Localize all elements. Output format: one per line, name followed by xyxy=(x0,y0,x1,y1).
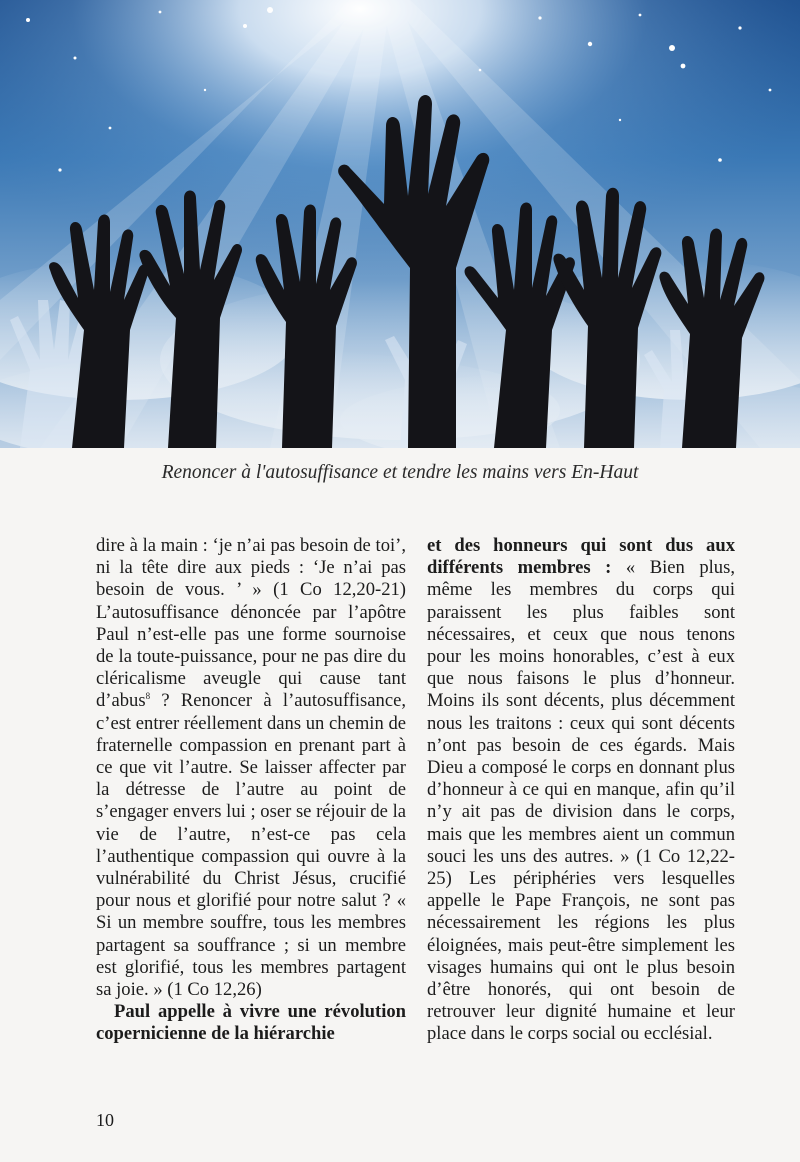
page-number: 10 xyxy=(96,1110,114,1130)
left-column xyxy=(96,535,406,1046)
right-paragraph: et des honneurs qui sont dus aux différents membres : « Bien plus, même les membres du corps qui paraissent les plus faibles sont nécessaires, et ceux que nous tenons pour les moins honorables, c’est à eux que nous faisons le plus d’honneur. Moins ils sont décents, plus décemment nous les traitons : ceux qui sont décents n’ont pas besoin de ces égards. Mais Dieu a composé le corps en donnant plus d’honneur à ce qui en manque, afin qu’il n’y ait pas de division dans le corps, mais que les membres aient un commun souci les uns des autres. » (1 Co 12,22-25) Les périphéries vers lesquelles appelle le Pape François, ne sont pas nécessairement les régions les plus éloignées, mais peut-être simplement les visages humains qui ont le plus besoin d’être honorés, qui ont besoin de retrouver leur dignité humaine et leur place dans le corps social ou ecclésial. xyxy=(427,535,735,1045)
figure-caption: Renoncer à l'autosuffisance et tendre les mains vers En-Haut xyxy=(161,462,639,483)
right-column xyxy=(427,535,735,1046)
left-paragraph-1: dire à la main : ‘je n’ai pas besoin de toi’, ni la tête dire aux pieds : ‘Je n’ai pas besoin de vous. ’ » (1 Co 12,20-21) L’autosuffisance dénoncée par l’apôtre Paul n’est-elle pas une forme sournoise de la toute-puissance, pour ne pas dire du cléricalisme aveugle qui cause tant d’abus$^8$ ? Renoncer à l’autosuffisance, c’est entrer réellement dans un chemin de fraternelle compassion en prenant part à ce que vit l’autre. Se laisser affecter par la détresse de l’autre au point de s’engager envers lui ; oser se réjouir de la vie de l’autre, n’est-ce pas cela l’authentique compassion qui ouvre à la vulnérabilité du Christ Jésus, crucifié pour nous et glorifié pour notre salut ? « Si un membre souffre, tous les membres partagent sa souffrance ; si un membre est glorifié, tous les membres partagent sa joie. » (1 Co 12,26) xyxy=(96,535,406,1001)
left-paragraph-2: Paul appelle à vivre une révolution copernicienne de la hiérarchie xyxy=(96,1001,406,1045)
raised-hands-illustration xyxy=(0,0,800,448)
footnote-reference: 8 xyxy=(145,691,151,702)
